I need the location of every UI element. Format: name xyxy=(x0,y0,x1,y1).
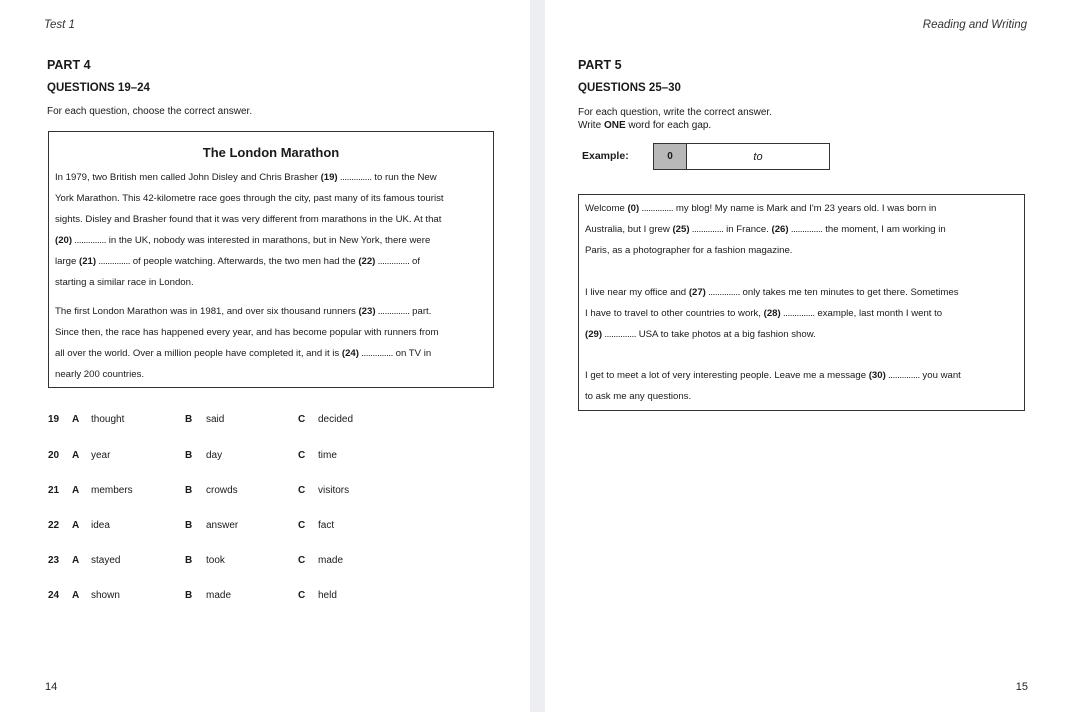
passage-line xyxy=(585,287,959,298)
option-letter-c-cell xyxy=(298,590,305,601)
option-a-cell xyxy=(91,485,133,496)
passage-text: Australia, but I grew xyxy=(585,224,673,235)
option-letter-a-cell xyxy=(72,414,79,425)
gap-blank: .............. xyxy=(885,370,920,381)
gap-blank: .............. xyxy=(788,224,823,235)
option-a: idea xyxy=(91,520,110,531)
passage-text: starting a similar race in London. xyxy=(55,277,194,288)
left-page xyxy=(0,0,530,712)
test-label: Test 1 xyxy=(44,19,75,31)
option-c: decided xyxy=(318,414,354,425)
gap-blank: .............. xyxy=(337,172,372,183)
blog-passage xyxy=(578,194,1025,411)
passage-text: part. xyxy=(409,306,432,317)
passage-text: my blog! My name is Mark and I'm 23 years old. I was born in xyxy=(673,203,937,214)
passage-text: nearly 200 countries. xyxy=(55,369,145,380)
passage-text: to ask me any questions. xyxy=(585,391,692,402)
option-letter-b: B xyxy=(185,485,193,496)
option-a: members xyxy=(91,485,133,496)
passage-text: Paris, as a photographer for a fashion magazine. xyxy=(585,245,793,256)
option-a-cell xyxy=(91,450,110,461)
option-letter-b-cell xyxy=(185,485,192,496)
gap-blank: .............. xyxy=(602,329,637,340)
example-number: 0 xyxy=(654,144,687,169)
option-b-cell xyxy=(206,520,238,531)
example-answer: to xyxy=(753,150,763,163)
option-letter-c-cell xyxy=(298,414,305,425)
instruction-emphasis: ONE xyxy=(603,120,626,131)
passage-text: only takes me ten minutes to get there. Sometimes xyxy=(739,287,959,298)
passage-text: sights. Disley and Brasher found that it was very different from marathons in the UK. At that xyxy=(55,214,442,225)
gap-blank: .............. xyxy=(96,256,131,267)
passage-line xyxy=(585,245,792,256)
option-letter-a: A xyxy=(72,485,80,496)
option-c-cell xyxy=(318,555,343,566)
passage-text: I get to meet a lot of very interesting people. Leave me a message xyxy=(585,370,869,381)
passage-line xyxy=(585,308,942,319)
option-letter-c: C xyxy=(298,414,306,425)
option-letter-a: A xyxy=(72,414,80,425)
option-b-cell xyxy=(206,555,225,566)
gap-blank: .............. xyxy=(639,203,674,214)
option-letter-c: C xyxy=(298,590,306,601)
option-a: stayed xyxy=(91,555,121,566)
gap-number: (29) xyxy=(585,329,603,340)
option-letter-c-cell xyxy=(298,520,305,531)
passage-text: large xyxy=(55,256,79,267)
gap-blank: .............. xyxy=(705,287,740,298)
option-c-cell xyxy=(318,414,353,425)
gap-blank: .............. xyxy=(689,224,724,235)
question-number: 23 xyxy=(48,555,60,566)
option-b-cell xyxy=(206,590,231,601)
gap-blank: .............. xyxy=(72,235,107,246)
option-c: fact xyxy=(318,520,335,531)
option-letter-a: A xyxy=(72,555,80,566)
gap-number: (26) xyxy=(771,224,789,235)
passage-line xyxy=(55,172,437,183)
gap-number: (22) xyxy=(358,256,376,267)
questions-19-24-title: QUESTIONS 19–24 xyxy=(47,82,150,94)
option-c-cell xyxy=(318,520,334,531)
option-letter-c: C xyxy=(298,485,306,496)
option-letter-b-cell xyxy=(185,414,192,425)
option-b: said xyxy=(206,414,225,425)
question-number-cell xyxy=(48,414,59,425)
option-letter-a-cell xyxy=(72,520,79,531)
passage-text: of people watching. Afterwards, the two men had the xyxy=(130,256,359,267)
passage-text: Since then, the race has happened every year, and has become popular with runners from xyxy=(55,327,439,338)
page-number-right: 15 xyxy=(1015,681,1028,693)
option-letter-b: B xyxy=(185,590,193,601)
option-a: year xyxy=(91,450,111,461)
gap-number: (24) xyxy=(341,348,359,359)
passage-line xyxy=(585,391,691,402)
option-b: crowds xyxy=(206,485,238,496)
option-letter-a: A xyxy=(72,450,80,461)
option-letter-a: A xyxy=(72,590,80,601)
passage-text: example, last month I went to xyxy=(814,308,943,319)
passage-line xyxy=(55,193,444,204)
question-number: 19 xyxy=(48,414,60,425)
option-c: time xyxy=(318,450,337,461)
option-a: shown xyxy=(91,590,120,601)
passage-line xyxy=(55,277,194,288)
passage-text: I live near my office and xyxy=(585,287,689,298)
passage-text: to run the New xyxy=(371,172,437,183)
option-c: visitors xyxy=(318,485,350,496)
option-b-cell xyxy=(206,450,222,461)
question-number: 21 xyxy=(48,485,60,496)
option-letter-b: B xyxy=(185,450,193,461)
option-letter-b: B xyxy=(185,520,193,531)
option-letter-a-cell xyxy=(72,555,79,566)
london-marathon-passage xyxy=(48,131,494,388)
option-b: made xyxy=(206,590,232,601)
page-number-left: 14 xyxy=(45,681,58,693)
option-c: made xyxy=(318,555,344,566)
passage-line xyxy=(55,348,431,359)
gap-number: (28) xyxy=(763,308,781,319)
passage-line xyxy=(55,235,430,246)
option-letter-c-cell xyxy=(298,450,305,461)
passage-text: I have to travel to other countries to work, xyxy=(585,308,764,319)
option-a-cell xyxy=(91,555,120,566)
question-number-cell xyxy=(48,590,59,601)
gap-blank: .............. xyxy=(358,348,393,359)
option-letter-a-cell xyxy=(72,590,79,601)
gap-number: (25) xyxy=(672,224,690,235)
option-b: took xyxy=(206,555,225,566)
gap-blank: .............. xyxy=(780,308,815,319)
section-label: Reading and Writing xyxy=(922,19,1027,31)
right-page xyxy=(545,0,1080,712)
passage-line xyxy=(55,306,431,317)
passage-text: in the UK, nobody was interested in marathons, but in New York, there were xyxy=(106,235,431,246)
passage-text: USA to take photos at a big fashion show. xyxy=(636,329,816,340)
option-letter-c: C xyxy=(298,520,306,531)
option-c: held xyxy=(318,590,337,601)
part-5-instruction-2 xyxy=(578,119,711,132)
option-b: answer xyxy=(206,520,239,531)
option-letter-b-cell xyxy=(185,555,192,566)
passage-text: in France. xyxy=(723,224,772,235)
option-letter-c: C xyxy=(298,450,306,461)
option-letter-b: B xyxy=(185,414,193,425)
option-a-cell xyxy=(91,590,120,601)
option-letter-b-cell xyxy=(185,450,192,461)
option-letter-b-cell xyxy=(185,590,192,601)
passage-line xyxy=(585,329,816,340)
gap-blank: .............. xyxy=(375,306,410,317)
passage-text: you want xyxy=(919,370,961,381)
instruction-text: word for each gap. xyxy=(625,120,712,131)
gap-number: (23) xyxy=(358,306,376,317)
part-5-title: PART 5 xyxy=(578,58,622,72)
option-letter-b-cell xyxy=(185,520,192,531)
option-letter-c: C xyxy=(298,555,306,566)
question-number: 22 xyxy=(48,520,60,531)
question-number-cell xyxy=(48,555,59,566)
option-a-cell xyxy=(91,414,124,425)
part-4-instruction: For each question, choose the correct answer. xyxy=(47,106,253,117)
option-b: day xyxy=(206,450,223,461)
passage-text: Welcome xyxy=(585,203,628,214)
question-number-cell xyxy=(48,520,59,531)
option-c-cell xyxy=(318,485,349,496)
passage-line xyxy=(55,327,438,338)
option-c-cell xyxy=(318,590,337,601)
example-label: Example: xyxy=(582,150,629,162)
passage-text: on TV in xyxy=(392,348,432,359)
gap-number: (30) xyxy=(868,370,886,381)
part-4-title: PART 4 xyxy=(47,58,91,72)
option-letter-b: B xyxy=(185,555,193,566)
gap-number: (20) xyxy=(55,235,73,246)
option-letter-c-cell xyxy=(298,485,305,496)
option-a-cell xyxy=(91,520,110,531)
passage-line xyxy=(55,256,420,267)
passage-line xyxy=(585,224,946,235)
questions-25-30-title: QUESTIONS 25–30 xyxy=(578,82,681,94)
option-letter-a-cell xyxy=(72,485,79,496)
option-c-cell xyxy=(318,450,337,461)
passage-text: all over the world. Over a million people have completed it, and it is xyxy=(55,348,342,359)
passage-line xyxy=(55,214,441,225)
passage-text: The first London Marathon was in 1981, and over six thousand runners xyxy=(55,306,359,317)
option-b-cell xyxy=(206,414,224,425)
option-letter-a: A xyxy=(72,520,80,531)
gap-number: (21) xyxy=(79,256,97,267)
passage-line xyxy=(55,369,144,380)
passage-text: of xyxy=(409,256,421,267)
passage-text: In 1979, two British men called John Disley and Chris Brasher xyxy=(55,172,321,183)
passage-line xyxy=(585,203,936,214)
question-number-cell xyxy=(48,485,59,496)
passage-text: York Marathon. This 42-kilometre race goes through the city, past many of its famous tourist xyxy=(55,193,444,204)
question-number: 24 xyxy=(48,590,60,601)
question-number-cell xyxy=(48,450,59,461)
option-b-cell xyxy=(206,485,238,496)
option-a: thought xyxy=(91,414,125,425)
gap-number: (0) xyxy=(627,203,640,214)
example-box xyxy=(653,143,830,170)
instruction-text: Write xyxy=(578,120,604,131)
option-letter-a-cell xyxy=(72,450,79,461)
gap-blank: .............. xyxy=(375,256,410,267)
passage-title: The London Marathon xyxy=(202,145,340,160)
question-number: 20 xyxy=(48,450,60,461)
gap-number: (19) xyxy=(320,172,338,183)
passage-line xyxy=(585,370,961,381)
passage-text: the moment, I am working in xyxy=(822,224,946,235)
option-letter-c-cell xyxy=(298,555,305,566)
gap-number: (27) xyxy=(688,287,706,298)
part-5-instruction-1: For each question, write the correct answer. xyxy=(578,107,772,118)
